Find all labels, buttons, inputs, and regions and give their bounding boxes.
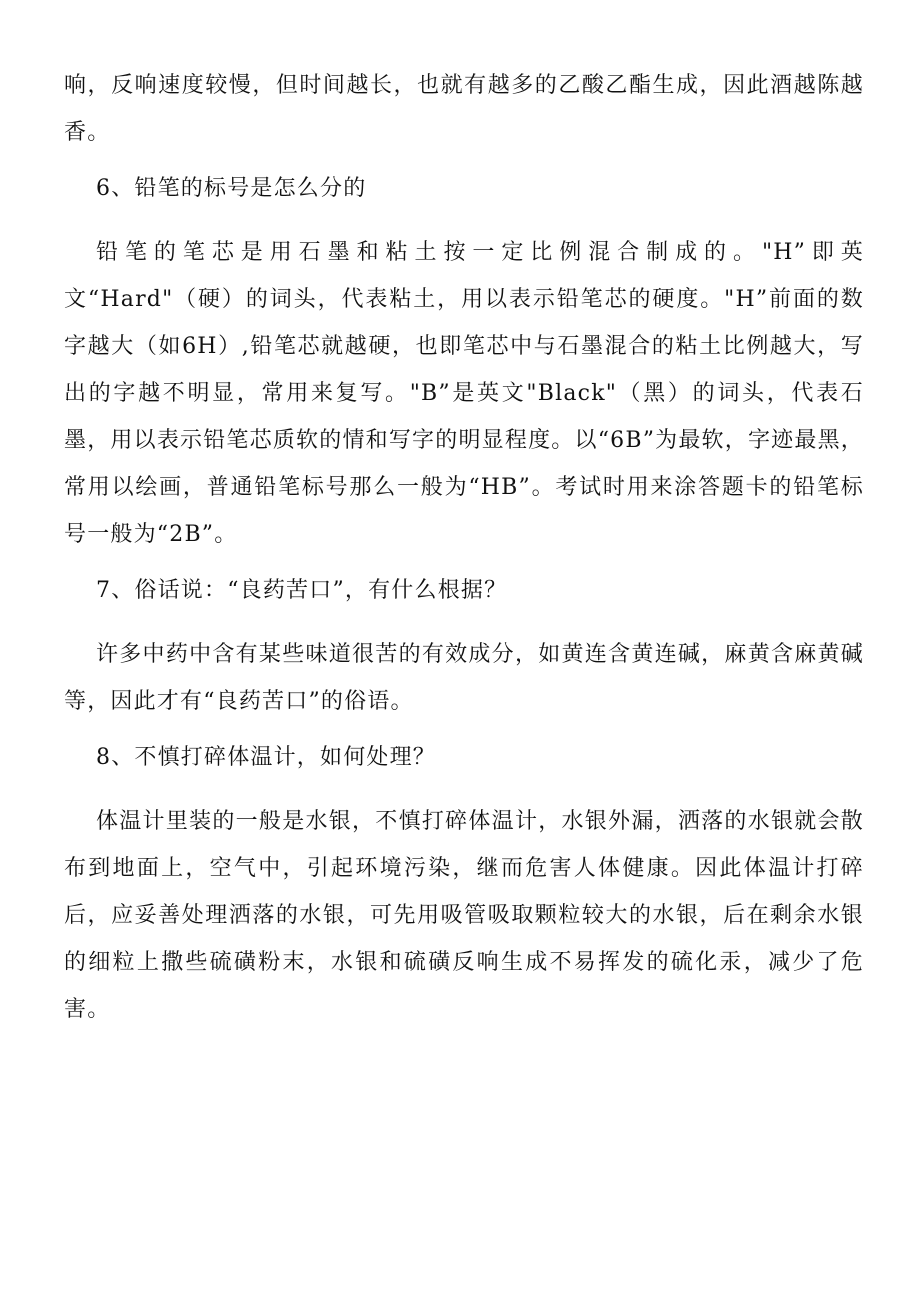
heading-bitter-medicine: 7、俗话说：“良药苦口”，有什么根据？ (96, 578, 508, 603)
paragraph-pencil-grades: 铅笔的笔芯是用石墨和粘土按一定比例混合制成的。"H”即英文“Hard"（硬）的词头，代表粘土，用以表示铅笔芯的硬度。"H”前面的数字越大（如6H）,铅笔芯就越硬，也即笔芯中与石墨混合的粘土比例越大，写出的字越不明显，常用来复写。"B”是英文"Black"（黑）的词头，代表石墨，用以表示铅笔芯质软的情和写字的明显程度。以“6B”为最软，字迹最黑，常用以绘画，普通铅笔标号那么一般为“HB”。考试时用来涂答题卡的铅笔标号一般为“2B”。 (64, 240, 864, 547)
paragraph-continuation: 响，反响速度较慢，但时间越长，也就有越多的乙酸乙酯生成，因此酒越陈越香。 (64, 73, 864, 145)
heading-broken-thermometer: 8、不慎打碎体温计，如何处理？ (96, 745, 436, 770)
paragraph-bitter-medicine: 许多中药中含有某些味道很苦的有效成分，如黄连含黄连碱，麻黄含麻黄碱等，因此才有“良药苦口”的俗语。 (64, 642, 864, 714)
heading-pencil-grades: 6、铅笔的标号是怎么分的 (96, 176, 367, 201)
document-page (64, 62, 864, 1033)
paragraph-broken-thermometer: 体温计里装的一般是水银，不慎打碎体温计，水银外漏，洒落的水银就会散布到地面上，空气中，引起环境污染，继而危害人体健康。因此体温计打碎后，应妥善处理洒落的水银，可先用吸管吸取颗粒较大的水银，后在剩余水银的细粒上撒些硫磺粉末，水银和硫磺反响生成不易挥发的硫化汞，减少了危害。 (64, 809, 864, 1022)
